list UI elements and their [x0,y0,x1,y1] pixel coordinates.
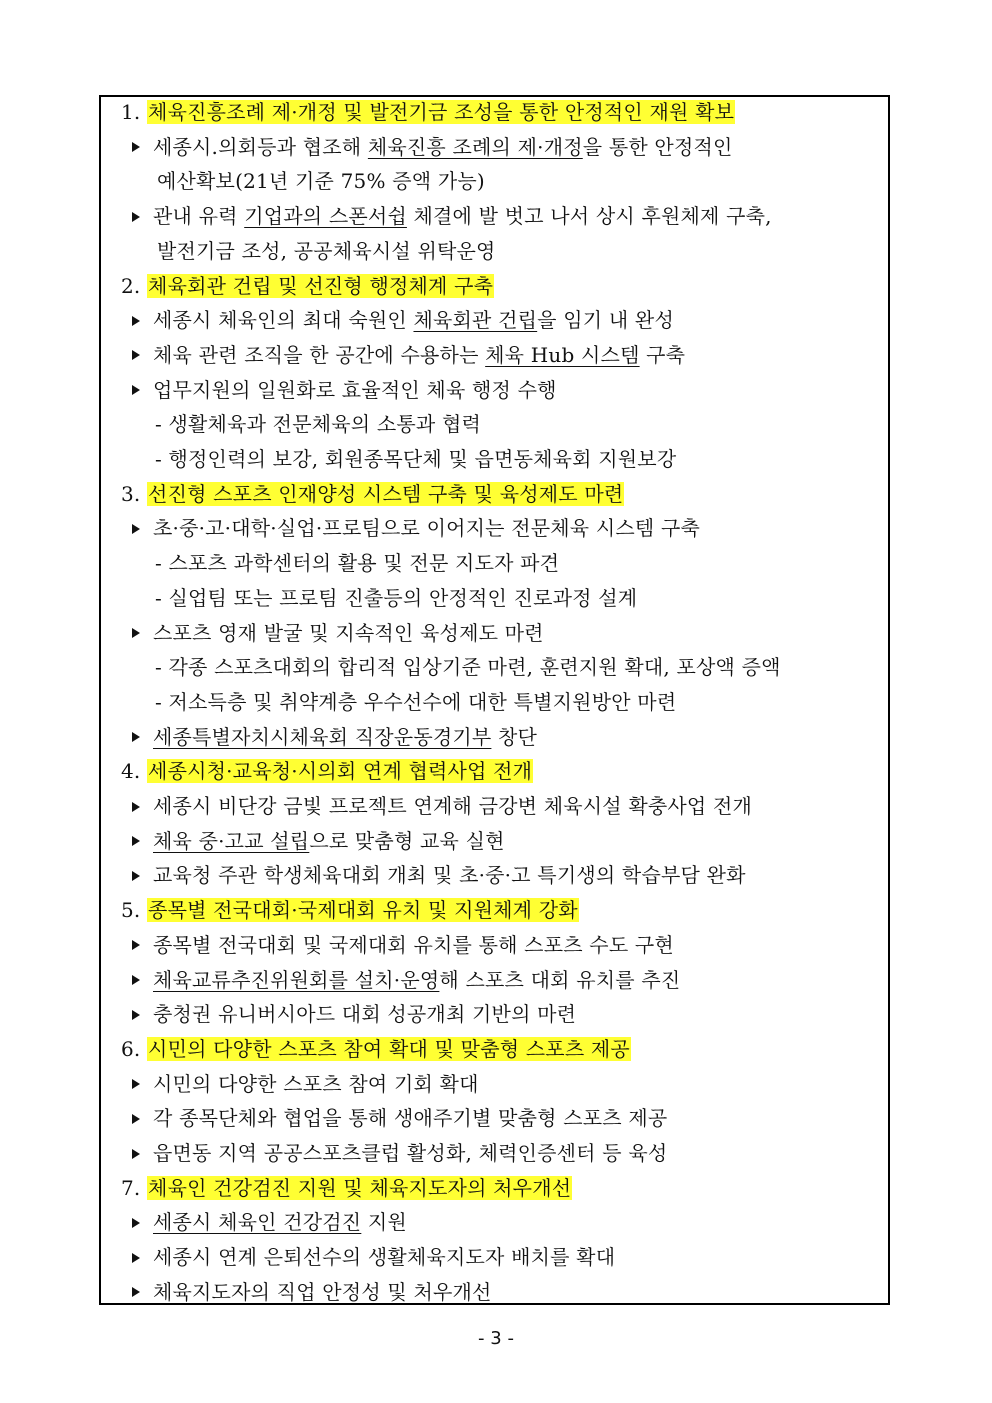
sub-item [155,685,676,719]
section-heading [121,269,494,303]
section-heading [121,477,624,511]
triangle-bullet-icon [132,385,140,395]
triangle-bullet-icon [132,1010,140,1020]
triangle-bullet-icon [132,940,140,950]
bullet-text: 스포츠 영재 발굴 및 지속적인 육성제도 마련 [153,620,544,645]
triangle-bullet-icon [132,836,140,846]
section-number: 3. [121,481,148,506]
sub-item [155,650,781,684]
bullet-text: 세종시 비단강 금빛 프로젝트 연계해 금강변 체육시설 확충사업 전개 [153,794,753,818]
bullet-text: 체육지도자의 직업 안정성 및 처우개선 [153,1279,492,1304]
bullet-text: 시민의 다양한 스포츠 참여 기회 확대 [153,1071,479,1096]
triangle-bullet-icon [132,350,140,360]
section-number: 6. [121,1036,148,1061]
bullet-underlined-text: 체육 Hub 시스템 [485,342,640,367]
bullet-item [132,963,680,997]
bullet-item [132,1067,479,1101]
bullet-item [132,1136,667,1170]
bullet-item [132,1101,667,1135]
triangle-bullet-icon [132,628,140,638]
bullet-text: 초·중·고·대학·실업·프로팀으로 이어지는 전문체육 시스템 구축 [153,516,701,541]
bullet-text: 발전기금 조성, 공공체육시설 위탁운영 [157,238,496,263]
bullet-text: 업무지원의 일원화로 효율적인 체육 행정 수행 [153,377,557,402]
sub-item [155,407,481,441]
bullet-continuation [157,234,496,268]
bullet-text: 으로 맞춤형 교육 실현 [309,828,505,853]
sub-item-text: - 저소득층 및 취약계층 우수선수에 대한 특별지원방안 마련 [155,689,677,714]
triangle-bullet-icon [132,871,140,881]
bullet-text: 체결에 발 벗고 나서 상시 후원체제 구축, [406,204,772,229]
section-heading [121,1032,631,1066]
triangle-bullet-icon [132,316,140,326]
triangle-bullet-icon [132,1253,140,1263]
bullet-item [132,824,505,858]
sub-item-text: - 각종 스포츠대회의 합리적 입상기준 마련, 훈련지원 확대, 포상액 증액 [155,655,781,680]
triangle-bullet-icon [132,1079,140,1089]
bullet-item [132,511,700,545]
section-title: 체육인 건강검진 지원 및 체육지도자의 처우개선 [148,1175,572,1200]
bullet-underlined-text: 세종특별자치시체육회 직장운동경기부 [153,724,492,749]
bullet-item [132,1275,492,1309]
bullet-item [132,928,674,962]
section-number: 4. [121,759,148,784]
bullet-item [132,303,674,337]
bullet-underlined-text: 체육진흥 조례의 제·개정 [367,134,583,159]
triangle-bullet-icon [132,1287,140,1297]
bullet-text: 을 임기 내 완성 [537,308,674,333]
bullet-item [132,616,544,650]
bullet-item [132,130,733,164]
bullet-text: 읍면동 지역 공공스포츠클럽 활성화, 체력인증센터 등 육성 [153,1141,668,1165]
bullet-text: 창단 [491,724,538,749]
sub-item-text: - 스포츠 과학센터의 활용 및 전문 지도자 파견 [155,551,560,576]
bullet-text: 세종시.의회등과 협조해 [153,134,368,159]
sub-item-text: - 생활체육과 전문체육의 소통과 협력 [155,412,481,437]
section-number: 1. [121,100,148,124]
bullet-text: 세종시 연계 은퇴선수의 생활체육지도자 배치를 확대 [153,1245,616,1270]
sub-item [155,546,559,580]
section-number: 7. [121,1175,148,1200]
section-title: 시민의 다양한 스포츠 참여 확대 및 맞춤형 스포츠 제공 [148,1036,630,1061]
bullet-underlined-text: 체육 중·고교 설립 [153,828,310,853]
bullet-item [132,1240,615,1274]
triangle-bullet-icon [132,975,140,985]
bullet-item [132,1205,407,1239]
bullet-underlined-text: 체육회관 건립 [413,308,538,333]
bullet-text: 을 통한 안정적인 [582,134,733,159]
bullet-text: 예산확보(21년 기준 75% 증액 가능) [157,169,485,194]
bullet-text: 충청권 유니버시아드 대회 성공개최 기반의 마련 [153,1002,577,1027]
bullet-item [132,338,685,372]
triangle-bullet-icon [132,802,140,812]
section-heading [121,1171,572,1205]
section-heading [121,95,735,129]
section-heading [121,893,579,927]
bullet-item [132,997,576,1031]
section-title: 세종시청·교육청·시의회 연계 협력사업 전개 [148,759,533,784]
section-title: 종목별 전국대회·국제대회 유치 및 지원체계 강화 [148,898,578,923]
sub-item [155,442,676,476]
bullet-text: 관내 유력 [153,204,245,229]
triangle-bullet-icon [132,1218,140,1228]
bullet-item [132,789,752,823]
bullet-text: 종목별 전국대회 및 국제대회 유치를 통해 스포츠 수도 구현 [153,932,674,957]
bullet-text: 체육 관련 조직을 한 공간에 수용하는 [153,342,486,367]
sub-item [155,581,637,615]
bullet-item [132,858,746,892]
bullet-item [132,373,557,407]
bullet-item [132,720,537,754]
bullet-text: 지원 [361,1210,407,1235]
bullet-text: 해 스포츠 대회 유치를 추진 [439,967,681,992]
bullet-text: 교육청 주관 학생체육대회 개최 및 초·중·고 특기생의 학습부담 완화 [153,863,746,888]
bullet-item [132,199,772,233]
bullet-underlined-text: 기업과의 스폰서쉽 [244,204,407,229]
triangle-bullet-icon [132,524,140,534]
page-number: - 3 - [478,1328,514,1349]
triangle-bullet-icon [132,1114,140,1124]
section-heading [121,754,533,788]
bullet-underlined-text: 체육교류추진위원회를 설치·운영 [153,967,440,992]
section-number: 2. [121,273,148,298]
bullet-text: 세종시 체육인의 최대 숙원인 [153,308,414,333]
sub-item-text: - 행정인력의 보강, 회원종목단체 및 읍면동체육회 지원보강 [155,447,677,471]
section-title: 체육진흥조례 제·개정 및 발전기금 조성을 통한 안정적인 재원 확보 [148,100,735,124]
section-title: 체육회관 건립 및 선진형 행정체계 구축 [148,273,494,298]
bullet-continuation [157,164,485,198]
bullet-text: 구축 [639,342,686,367]
triangle-bullet-icon [132,142,140,152]
bullet-text: 각 종목단체와 협업을 통해 생애주기별 맞춤형 스포츠 제공 [153,1106,668,1131]
section-number: 5. [121,898,148,923]
section-title: 선진형 스포츠 인재양성 시스템 구축 및 육성제도 마련 [148,481,624,506]
triangle-bullet-icon [132,1149,140,1159]
sub-item-text: - 실업팀 또는 프로팀 진출등의 안정적인 진로과정 설계 [155,585,638,610]
triangle-bullet-icon [132,732,140,742]
bullet-underlined-text: 세종시 체육인 건강검진 [153,1210,362,1235]
triangle-bullet-icon [132,212,140,222]
